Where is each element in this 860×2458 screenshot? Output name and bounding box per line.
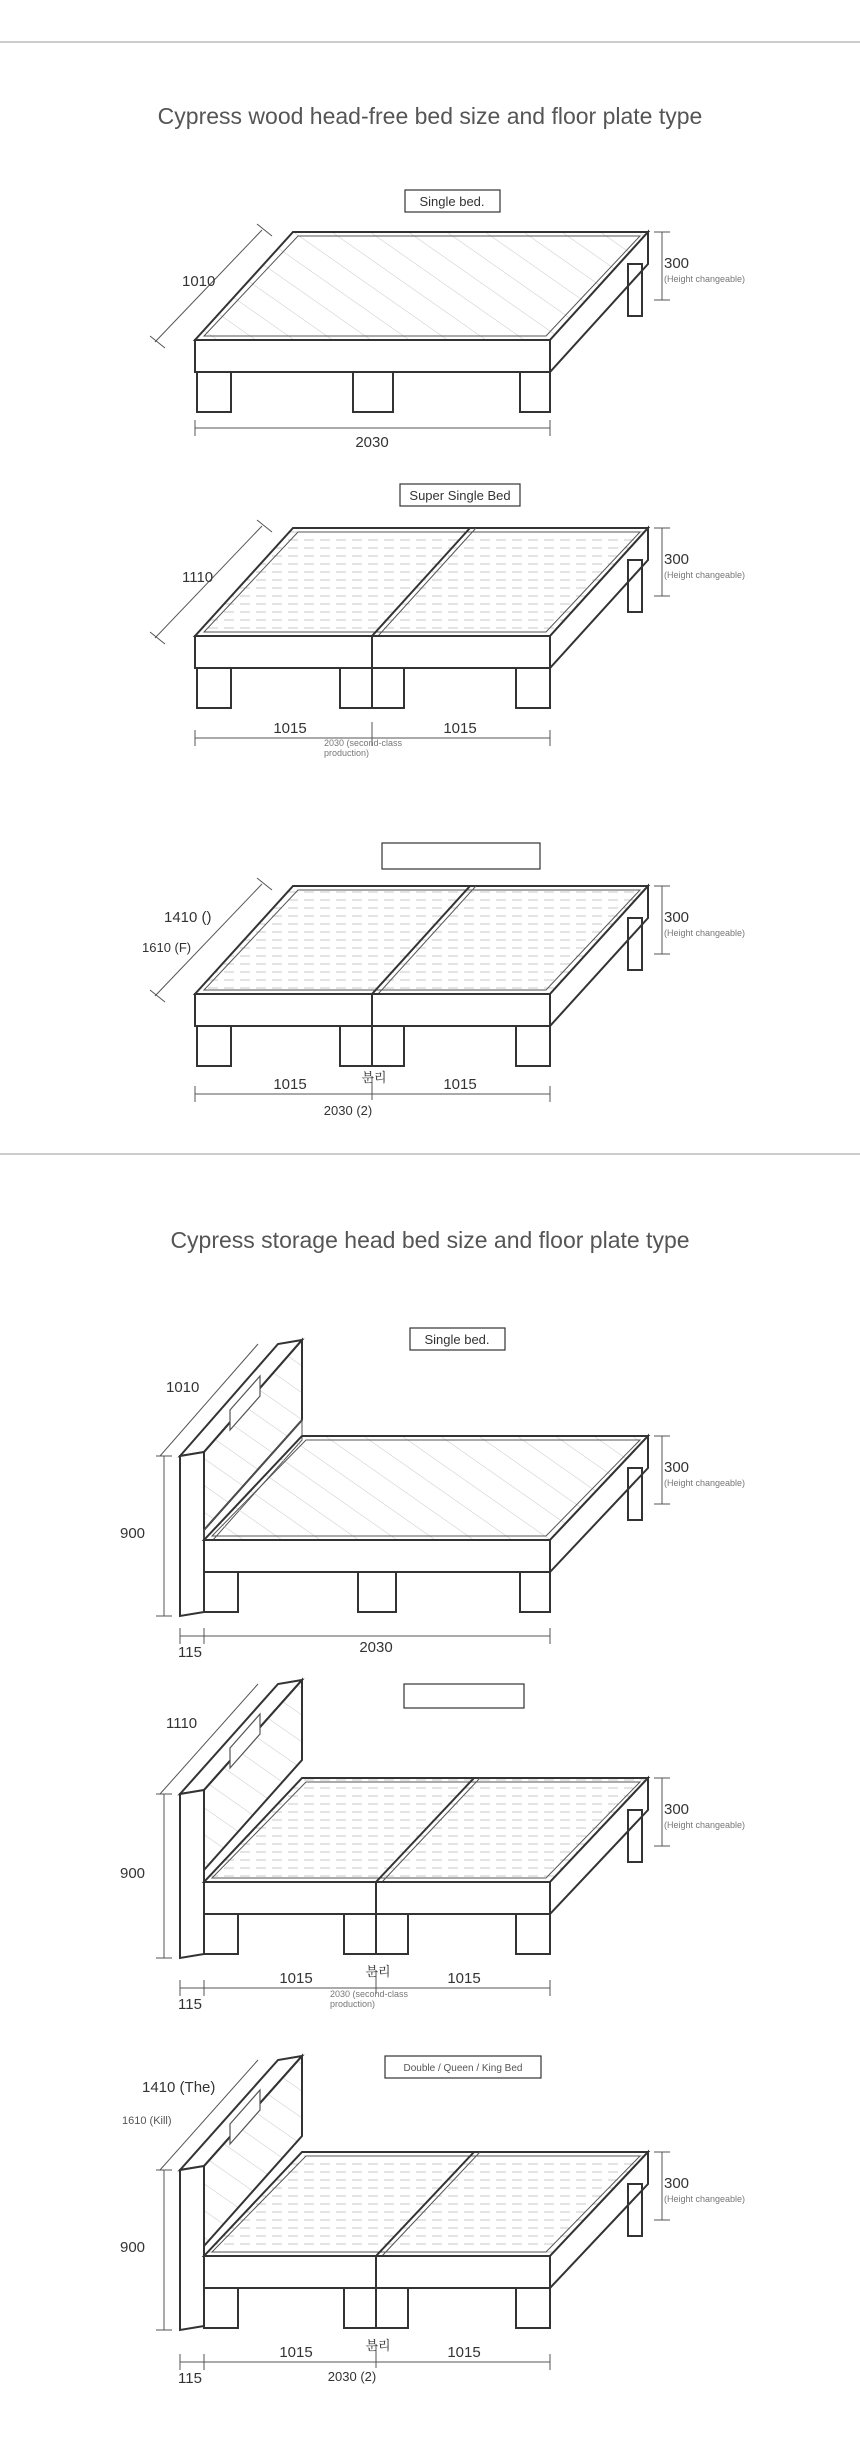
bed-super-single-storage [120,1680,745,2013]
bed-height: 300 [664,1459,690,1476]
bed-head-depth: 115 [178,1996,202,2013]
bed-half-left: 1015 [279,2344,313,2361]
bed-head-height: 900 [120,1865,146,1882]
bed-width: 1010 [182,273,216,290]
bed-label: Single bed. [419,194,485,209]
bed-length: 2030 (2) [327,2369,377,2384]
bed-height-note: (Height changeable) [664,274,746,284]
bed-half-left: 1015 [273,720,307,737]
bed-height-note: (Height changeable) [664,1820,746,1830]
bed-split-label: 분리 [361,1070,387,1085]
bed-height-note: (Height changeable) [664,2194,746,2204]
bed-half-right: 1015 [443,1076,477,1093]
bed-height: 300 [664,255,690,272]
section-title-headfree: Cypress wood head-free bed size and floor plate type [157,103,703,129]
bed-width-b: 1610 (Kill) [122,2115,172,2127]
bed-width-a: 1410 (The) [142,2079,216,2096]
bed-label-box [382,843,540,869]
bed-length: 2030 [359,1639,393,1656]
bed-double-storage [120,2056,745,2387]
bed-split-label: 분리 [365,1964,391,1979]
bed-height: 300 [664,1801,690,1818]
bed-half-left: 1015 [273,1076,307,1093]
bed-label: Double / Queen / King Bed [403,2063,523,2074]
bed-length: 2030 [355,434,389,451]
bed-single-storage [120,1328,745,1661]
bed-label-box [404,1684,524,1708]
bed-head-depth: 115 [178,2370,202,2387]
bed-head-height: 900 [120,2239,146,2256]
bed-length-note: 2030 (second-class production) [330,1989,409,2009]
bed-height: 300 [664,2175,690,2192]
bed-half-right: 1015 [443,720,477,737]
bed-width: 1110 [182,569,214,586]
bed-width-b: 1610 (F) [142,940,192,955]
bed-head-height: 900 [120,1525,146,1542]
bed-double-headfree [142,843,745,1118]
bed-head-depth: 115 [178,1644,202,1661]
bed-width: 1010 [166,1379,200,1396]
bed-half-right: 1015 [447,1970,481,1987]
bed-width: 1110 [166,1715,198,1732]
bed-length-note: 2030 (second-class production) [324,738,403,758]
bed-height: 300 [664,551,690,568]
section-title-storage: Cypress storage head bed size and floor plate type [170,1227,690,1253]
bed-single-headfree [150,190,745,451]
bed-split-label: 분리 [365,2338,391,2353]
bed-half-right: 1015 [447,2344,481,2361]
bed-height-note: (Height changeable) [664,1478,746,1488]
bed-height-note: (Height changeable) [664,928,746,938]
bed-height: 300 [664,909,690,926]
bed-height-note: (Height changeable) [664,570,746,580]
bed-super-single-headfree [150,484,745,758]
bed-length: 2030 (2) [323,1103,373,1118]
bed-label: Single bed. [424,1332,490,1347]
bed-half-left: 1015 [279,1970,313,1987]
bed-label: Super Single Bed [409,488,511,503]
bed-width-a: 1410 () [164,909,212,926]
